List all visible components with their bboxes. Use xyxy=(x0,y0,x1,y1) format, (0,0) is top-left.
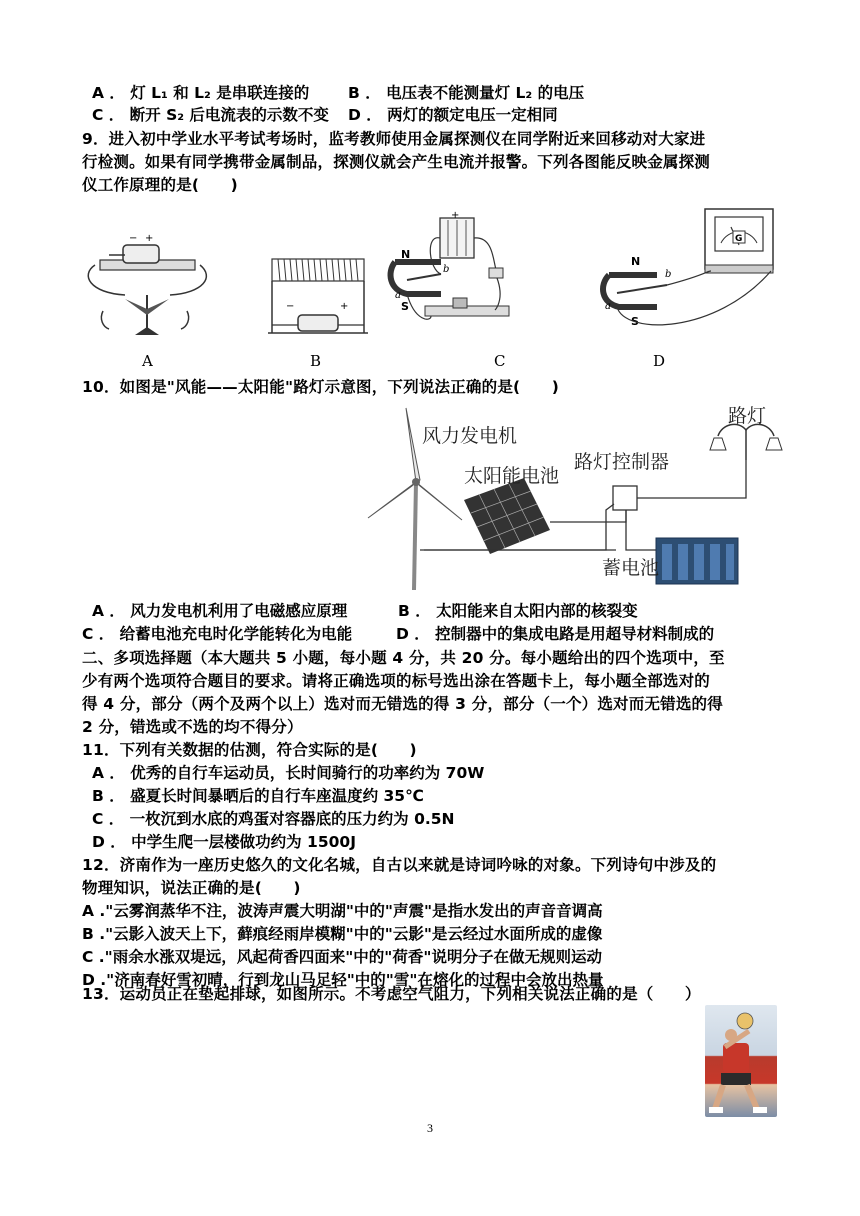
q13-stem: 13．运动员正在垫起排球，如图所示。不考虑空气阻力，下列相关说法正确的是（ ） xyxy=(82,985,701,1003)
q9-figure-a xyxy=(85,215,215,345)
page-number: 3 xyxy=(427,1121,433,1135)
q10-stem: 10．如图是"风能——太阳能"路灯示意图，下列说法正确的是( ) xyxy=(82,378,559,396)
q9-figure-d-label: D xyxy=(653,352,666,370)
q11-option-a: A ． 优秀的自行车运动员，长时间骑行的功率约为 70W xyxy=(92,764,485,782)
q12-option-d: D ."济南春好雪初晴，行到龙山马足轻"中的"雪"在熔化的过程中会放出热量 xyxy=(82,971,604,989)
q10-wind-solar-diagram xyxy=(366,400,786,592)
q8-option-c: C ． 断开 S₂ 后电流表的示数不变 xyxy=(92,106,329,124)
section2-line1: 二、多项选择题（本大题共 5 小题，每小题 4 分，共 20 分。每小题给出的四个选项中，至 xyxy=(82,649,725,667)
svg-text:S: S xyxy=(631,315,639,328)
q12-option-c: C ."雨余水涨双堤远，风起荷香四面来"中的"荷香"说明分子在做无规则运动 xyxy=(82,948,602,966)
q9-figure-c xyxy=(385,210,525,340)
q11-option-b: B ． 盛夏长时间暴晒后的自行车座温度约 35℃ xyxy=(92,787,424,805)
q11-stem: 11．下列有关数据的估测，符合实际的是( ) xyxy=(82,741,417,759)
q8-option-b: B ． 电压表不能测量灯 L₂ 的电压 xyxy=(348,84,585,102)
q11-option-d: D ． 中学生爬一层楼做功约为 1500J xyxy=(92,833,356,851)
section2-line3: 得 4 分，部分（两个及两个以上）选对而无错选的得 3 分，部分（一个）选对而无错选的得 xyxy=(82,695,723,713)
q9-figure-c-label: C xyxy=(494,352,506,370)
q9-stem-line1: 9．进入初中学业水平考试考场时，监考教师使用金属探测仪在同学附近来回移动对大家进 xyxy=(82,130,706,148)
svg-text:+: + xyxy=(145,233,154,244)
q10-label-battery: 蓄电池 xyxy=(602,557,660,579)
svg-text:+: + xyxy=(451,210,460,221)
svg-text:a: a xyxy=(395,290,401,301)
q8-option-d: D ． 两灯的额定电压一定相同 xyxy=(348,106,558,124)
q10-option-c: C ． 给蓄电池充电时化学能转化为电能 xyxy=(82,625,353,643)
q9-figure-d xyxy=(595,205,785,345)
volleyball-player-photo xyxy=(705,1005,777,1117)
q10-label-controller: 路灯控制器 xyxy=(574,451,670,473)
section2-line4: 2 分，错选或不选的均不得分） xyxy=(82,718,303,736)
q10-option-b: B ． 太阳能来自太阳内部的核裂变 xyxy=(398,602,638,620)
svg-text:−: − xyxy=(129,233,138,244)
q9-figure-a-label: A xyxy=(142,352,153,370)
q9-stem-line3: 仪工作原理的是( ) xyxy=(82,176,238,194)
q9-figure-b-label: B xyxy=(310,352,322,370)
q12-option-a: A ."云雾润蒸华不注，波涛声震大明湖"中的"声震"是指水发出的声音音调高 xyxy=(82,902,603,920)
svg-text:b: b xyxy=(665,269,672,280)
q10-label-lamp: 路灯 xyxy=(728,405,767,427)
q10-option-a: A ． 风力发电机利用了电磁感应原理 xyxy=(92,602,348,620)
svg-text:+: + xyxy=(340,301,349,312)
svg-text:b: b xyxy=(443,264,450,275)
svg-text:a: a xyxy=(605,301,611,312)
svg-text:G: G xyxy=(735,234,743,244)
svg-text:N: N xyxy=(631,255,641,268)
section2-line2: 少有两个选项符合题目的要求。请将正确选项的标号选出涂在答题卡上，每小题全部选对的 xyxy=(82,672,711,690)
q12-option-b: B ."云影入波天上下，藓痕经雨岸模糊"中的"云影"是云经过水面所成的虚像 xyxy=(82,925,603,943)
q10-option-d: D ． 控制器中的集成电路是用超导材料制成的 xyxy=(396,625,715,643)
q11-option-c: C ． 一枚沉到水底的鸡蛋对容器底的压力约为 0.5N xyxy=(92,810,455,828)
q8-option-a: A ． 灯 L₁ 和 L₂ 是串联连接的 xyxy=(92,84,310,102)
q12-stem-line2: 物理知识，说法正确的是( ) xyxy=(82,879,301,897)
svg-text:−: − xyxy=(286,301,295,312)
q10-label-solar: 太阳能电池 xyxy=(464,465,560,487)
q9-figure-b xyxy=(268,245,368,340)
svg-text:N: N xyxy=(401,248,411,261)
q9-stem-line2: 行检测。如果有同学携带金属制品，探测仪就会产生电流并报警。下列各图能反映金属探测 xyxy=(82,153,711,171)
svg-text:S: S xyxy=(401,300,409,313)
q10-label-wind: 风力发电机 xyxy=(422,425,518,447)
q12-stem-line1: 12．济南作为一座历史悠久的文化名城，自古以来就是诗词吟咏的对象。下列诗句中涉及的 xyxy=(82,856,717,874)
